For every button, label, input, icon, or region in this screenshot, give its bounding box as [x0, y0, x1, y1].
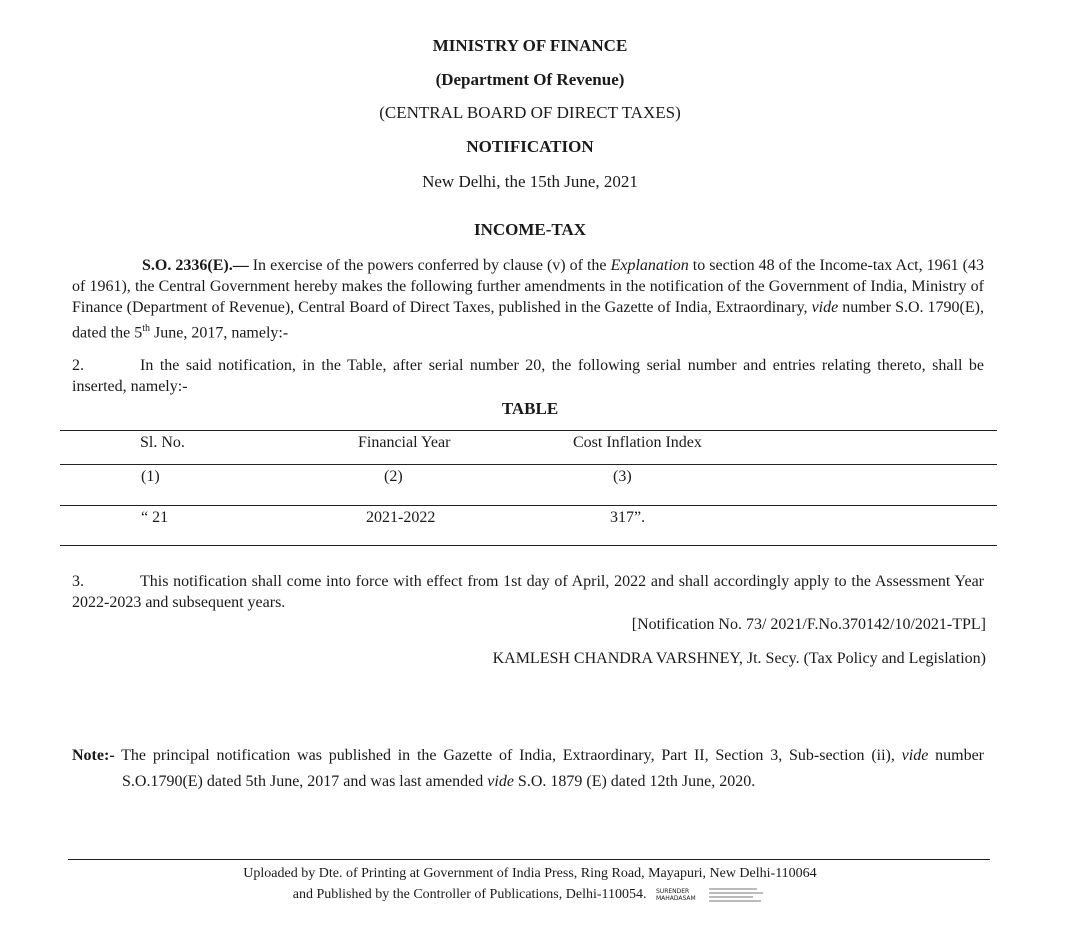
note-text-c: S.O. 1879 (E) dated 12th June, 2020.	[513, 773, 756, 790]
table-rule-top	[60, 430, 997, 431]
note-vide-2: vide	[487, 773, 514, 790]
para3-number: 3.	[72, 573, 84, 590]
notification-reference: [Notification No. 73/ 2021/F.No.370142/10/2021-TPL]	[631, 616, 986, 633]
table-cell-year: 2021-2022	[366, 509, 436, 526]
header-subject: INCOME-TAX	[473, 220, 587, 239]
para2-number: 2.	[72, 357, 84, 374]
signatory: KAMLESH CHANDRA VARSHNEY, Jt. Secy. (Tax Policy and Legislation)	[492, 650, 986, 667]
digital-signature	[656, 888, 696, 902]
header-board: (CENTRAL BOARD OF DIRECT TAXES)	[379, 103, 681, 122]
note	[72, 743, 984, 795]
para3-text: This notification shall come into force with effect from 1st day of April, 2022 and shall accordingly apply to the Assessment Year 2022-2023 and subsequent years.	[72, 573, 984, 611]
table-col-number-1: (1)	[141, 468, 160, 485]
paragraph-2	[72, 355, 984, 397]
table-header-sl-no: Sl. No.	[140, 434, 185, 451]
header-place-date: New Delhi, the 15th June, 2021	[422, 172, 638, 191]
table-header-financial-year: Financial Year	[358, 434, 451, 451]
sig-name-2: MAHADASAM	[656, 894, 696, 902]
footer-line-2-wrap	[0, 884, 1060, 905]
para1-sup: th	[142, 323, 150, 334]
paragraph-1	[72, 255, 984, 343]
table-rule-bottom	[60, 545, 997, 546]
table-cell-serial: “ 21	[141, 509, 169, 526]
footer-rule	[68, 859, 990, 860]
para1-text-c: number S.O. 1790(E), dated the 5	[72, 299, 984, 342]
footer	[0, 863, 1060, 905]
signature-details-mark	[707, 886, 767, 904]
header-notification: NOTIFICATION	[466, 137, 594, 156]
header-ministry: MINISTRY OF FINANCE	[432, 36, 628, 55]
note-vide-1: vide	[901, 747, 929, 764]
para1-text-a: In exercise of the powers conferred by clause (v) of the	[248, 257, 611, 274]
so-number: S.O. 2336(E).—	[142, 257, 249, 274]
footer-line-1: Uploaded by Dte. of Printing at Government of India Press, Ring Road, Mayapuri, New Delhi-110064	[243, 866, 817, 881]
table-col-number-2: (2)	[384, 468, 403, 485]
table-rule-2	[60, 464, 997, 465]
para2-text: In the said notification, in the Table, after serial number 20, the following serial number and entries relating thereto, shall be inserted, namely:-	[72, 357, 984, 395]
note-text-a: The principal notification was published in the Gazette of India, Extraordinary, Part II, Section 3, Sub-section (ii),	[114, 747, 902, 764]
sig-name-1: SURENDER	[656, 887, 690, 895]
table-cell-index: 317”.	[610, 509, 646, 526]
header-department: (Department Of Revenue)	[435, 70, 625, 89]
footer-line-2: and Published by the Controller of Publications, Delhi-110054.	[292, 887, 647, 902]
note-text-b: number S.O.1790(E) dated 5th June, 2017 and was last amended	[122, 747, 984, 790]
para1-vide: vide	[811, 299, 839, 316]
note-label: Note:-	[72, 747, 115, 764]
table-title: TABLE	[501, 399, 559, 418]
para1-text-b: to section 48 of the Income-tax Act, 1961 (43 of 1961), the Central Government hereby makes the following further amendments in the notification of the Government of India, Ministry of Finance (Department of Revenue), Central Board of Direct Taxes, published in the Gazette of India, Extraordinary,	[72, 257, 984, 316]
para1-explanation: Explanation	[610, 257, 689, 274]
table-header-cost-inflation-index: Cost Inflation Index	[573, 434, 702, 451]
table-rule-3	[60, 505, 997, 506]
table-col-number-3: (3)	[613, 468, 632, 485]
para1-text-d: June, 2017, namely:-	[149, 324, 289, 342]
paragraph-3	[72, 571, 984, 613]
